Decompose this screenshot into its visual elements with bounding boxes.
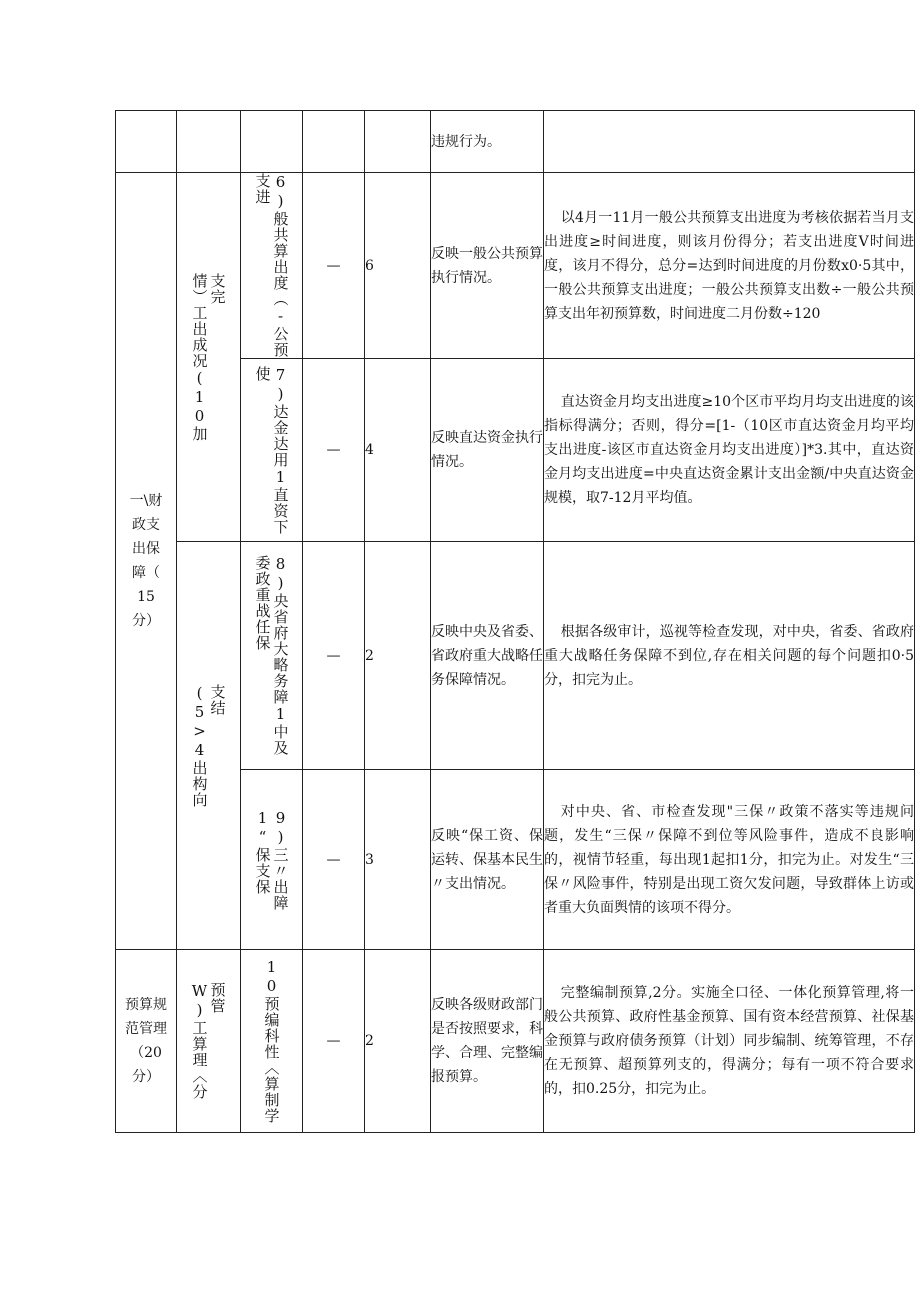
empty-cell — [365, 111, 431, 173]
empty-cell — [116, 111, 177, 173]
indicator-label: 10预编科性〈算制学 — [262, 958, 281, 1124]
table-row — [116, 950, 915, 1133]
indicator-cell — [241, 770, 303, 950]
dash-cell: — — [303, 770, 365, 950]
purpose-cell: 反映“保工资、保运转、保基本民生〃支出情况。 — [431, 770, 544, 950]
category-cell-budget-management: 预算规 范管理 （20 分） — [116, 950, 177, 1133]
criteria-cell: 完整编制预算,2分。实施全口径、一体化预算管理,将一般公共预算、政府性基金预算、国有资本经营预算、社保基金预算与政府债务预算（计划）同步编制、统筹管理，不存在无预算、超预算列支的，得满分；每有一项不符合要求的，扣0.25分，扣完为止。 — [544, 950, 915, 1133]
criteria-cell: 直达资金月均支出进度≥10个区市平均月均支出进度的该指标得满分；否则，得分=[1-（10区市直达资金月均平均支出进度-该区市直达资金月均支出进度）]*3.其中，直达资金月均支出进度=中央直达资金累计支出金额/中央直达资金规模，取7-12月平均值。 — [544, 359, 915, 542]
empty-cell — [241, 111, 303, 173]
criteria-cell: 对中央、省、市检查发现"三保〃政策不落实等违规问题，发生“三保〃保障不到位等风险事件，造成不良影响的，视情节轻重，每出现1起扣1分，扣完为止。对发生“三保〃风险事件，特别是出现工资欠发问题，导致群体上访或者重大负面舆情的该项不得分。 — [544, 770, 915, 950]
indicator-label: 6)般共算出度（-公预 支进 — [253, 173, 290, 358]
indicator-label: 8)央省府大略务障1中及 委政重战任保 — [253, 555, 290, 756]
indicator-cell — [241, 359, 303, 542]
table-row-continuation — [116, 111, 915, 173]
score-cell: 6 — [365, 173, 431, 359]
dash-cell: — — [303, 542, 365, 770]
purpose-cell: 反映一般公共预算执行情况。 — [431, 173, 544, 359]
score-cell: 3 — [365, 770, 431, 950]
subcategory-cell-completion — [177, 173, 241, 542]
subcategory-label: 预管 W)工算理〈分 — [190, 982, 227, 1100]
subcategory-label: 支完 情）工出成况(10加 — [190, 272, 227, 442]
empty-cell — [303, 111, 365, 173]
category-cell-fiscal-expenditure: 一\财 政支 出保 障（ 15 分） — [116, 173, 177, 950]
subcategory-cell-structure — [177, 542, 241, 950]
subcategory-cell-budget — [177, 950, 241, 1133]
purpose-cell: 反映中央及省委、省政府重大战略任务保障情况。 — [431, 542, 544, 770]
score-cell: 2 — [365, 950, 431, 1133]
purpose-cell: 反映直达资金执行情况。 — [431, 359, 544, 542]
indicator-label: 9)三〃出障 1“保支保 — [253, 808, 290, 911]
dash-cell: — — [303, 359, 365, 542]
empty-cell — [177, 111, 241, 173]
criteria-cell: 根据各级审计，巡视等检查发现，对中央，省委、省政府重大战略任务保障不到位,存在相关问题的每个问题扣0·5分，扣完为止。 — [544, 542, 915, 770]
criteria-cell: 以4月一11月一般公共预算支出进度为考核依据若当月支出进度≥时间进度，则该月份得分；若支出进度V时间进度，该月不得分，总分=达到时间进度的月份数x0·5其中，一般公共预算支出进度；一般公共预算支出数÷一般公共预算支出年初预算数，时间进度二月份数÷120 — [544, 173, 915, 359]
table-row — [116, 542, 915, 770]
dash-cell: — — [303, 173, 365, 359]
indicator-cell — [241, 542, 303, 770]
empty-cell — [544, 111, 915, 173]
table-row — [116, 173, 915, 359]
subcategory-label: 支结 (5>4出构向 — [190, 683, 227, 808]
score-cell: 4 — [365, 359, 431, 542]
continuation-text: 违规行为。 — [431, 111, 544, 173]
score-cell: 2 — [365, 542, 431, 770]
indicator-label: 7)达金达用1直资下 使 — [253, 365, 290, 535]
evaluation-table — [115, 110, 915, 1133]
indicator-cell — [241, 950, 303, 1133]
purpose-cell: 反映各级财政部门是否按照要求，科学、合理、完整编报预算。 — [431, 950, 544, 1133]
indicator-cell — [241, 173, 303, 359]
dash-cell: — — [303, 950, 365, 1133]
